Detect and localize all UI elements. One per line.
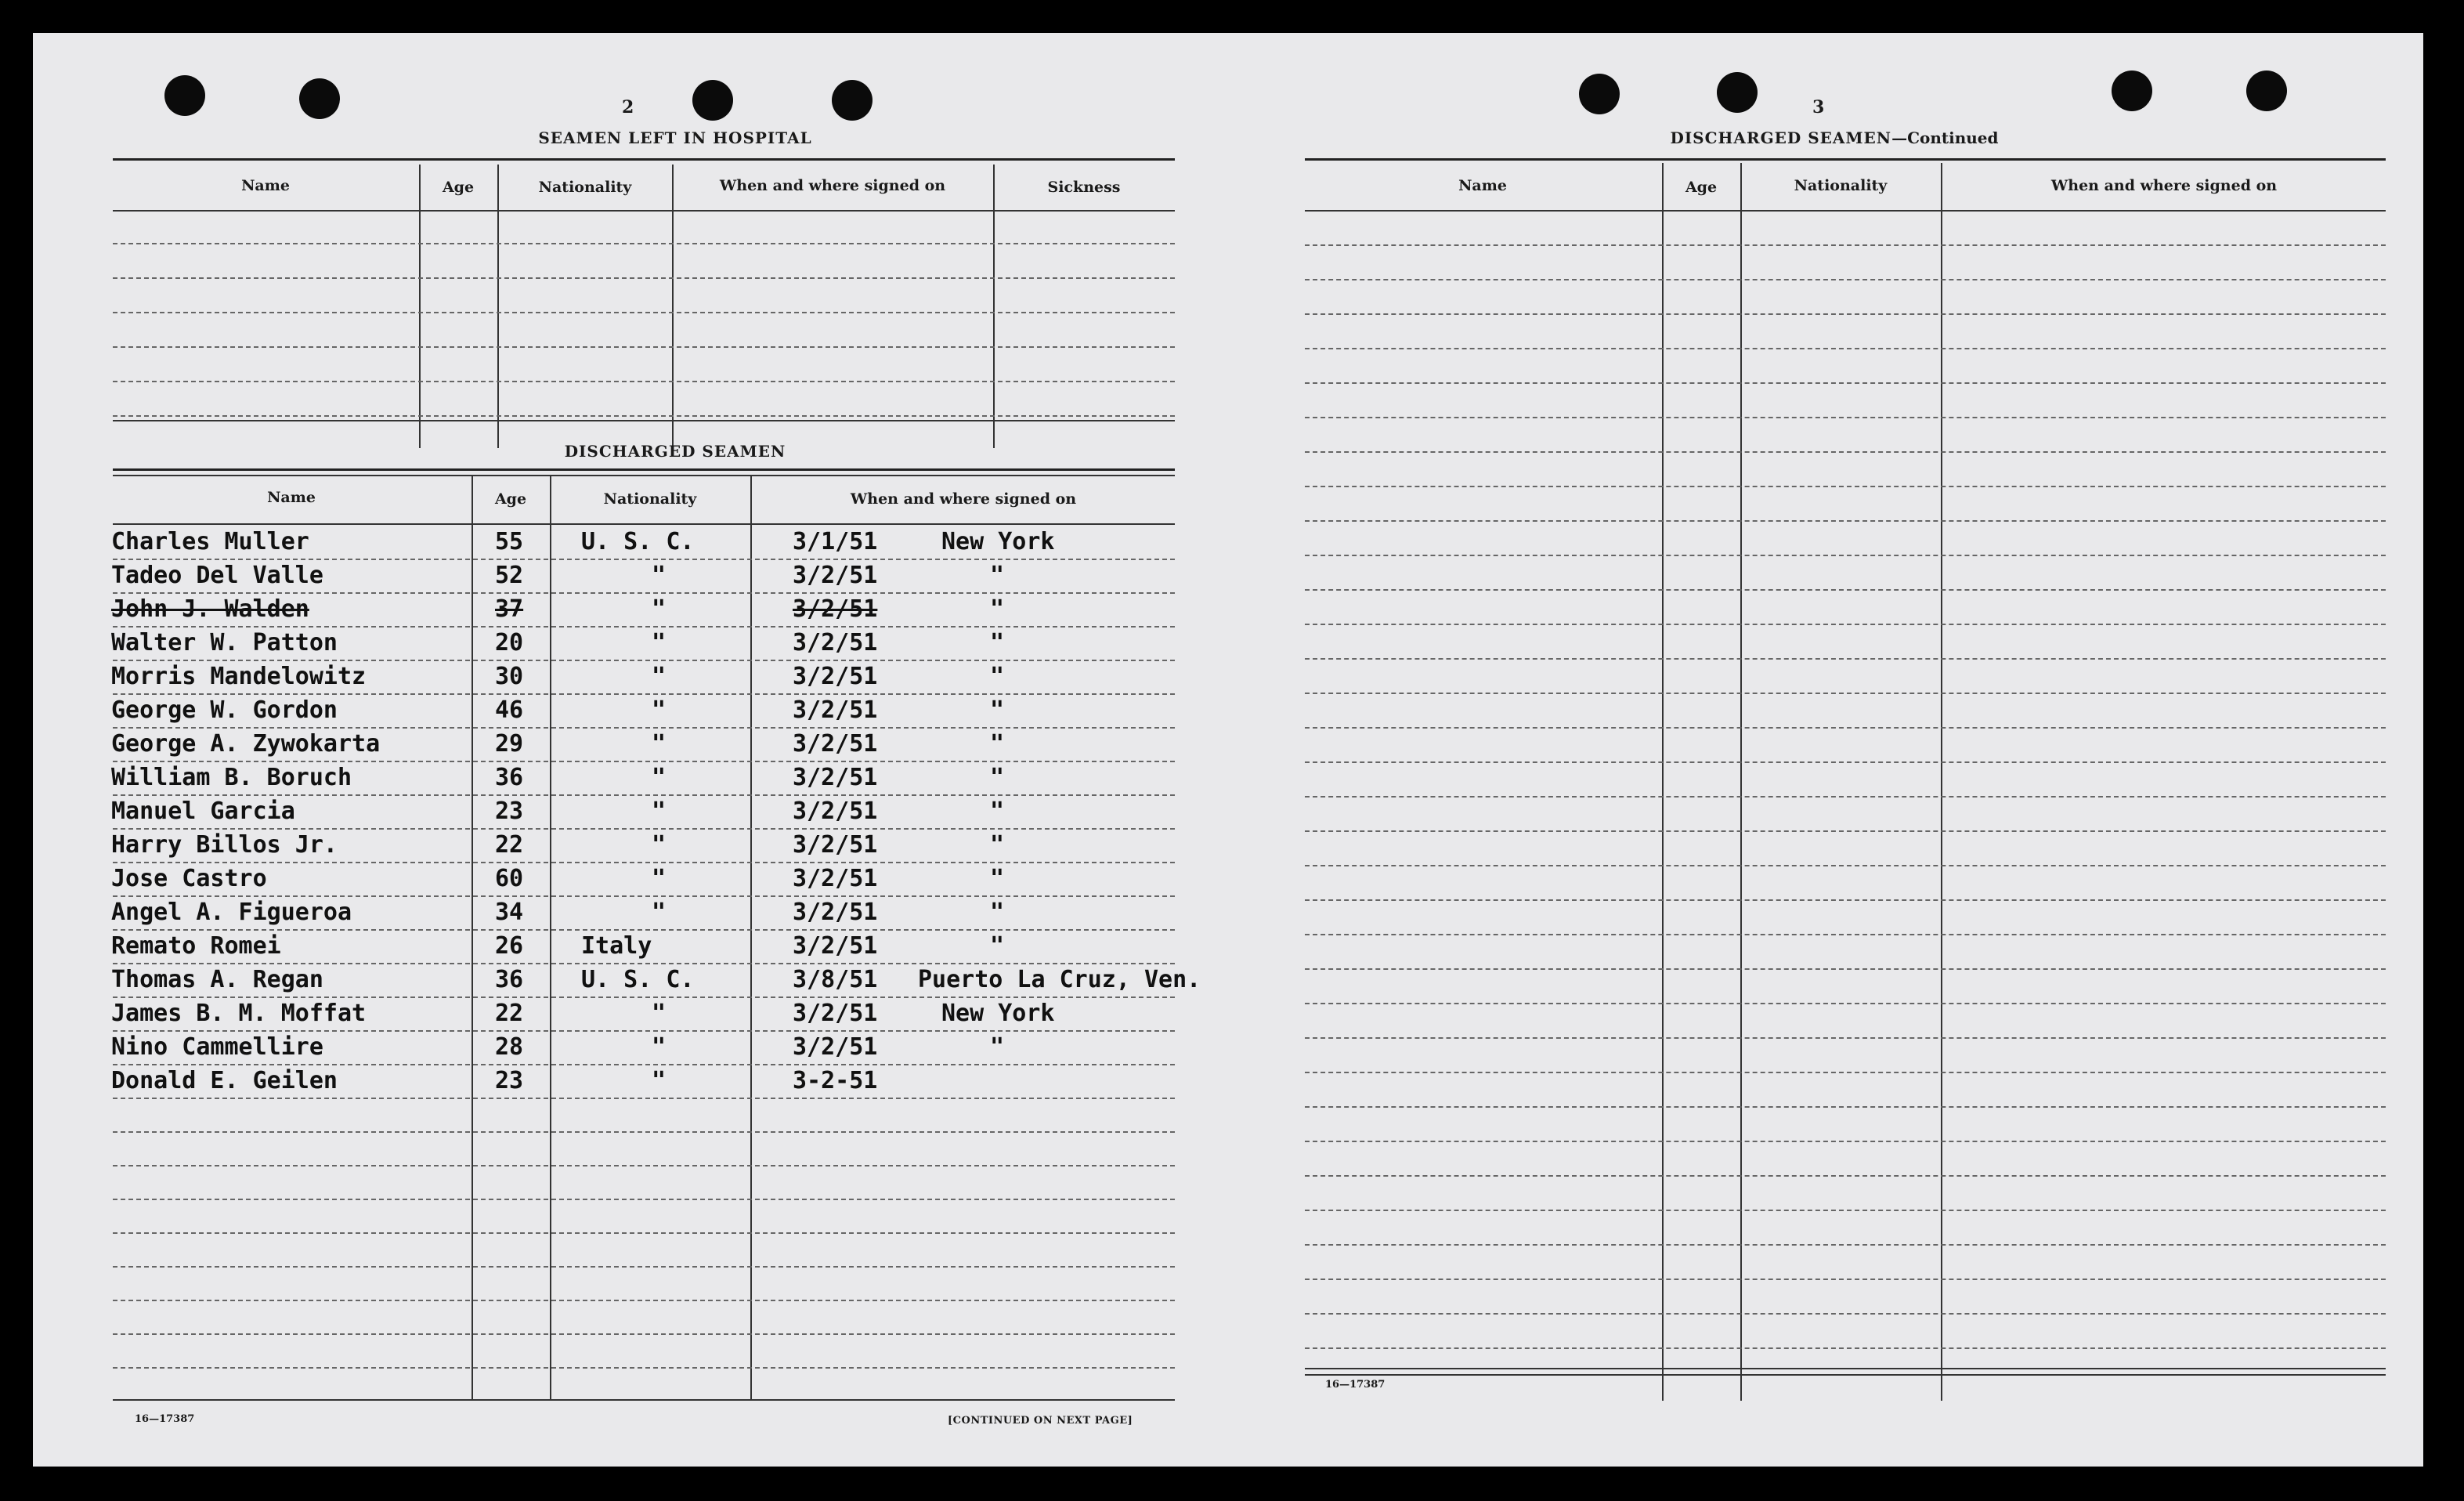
seaman-nationality: U. S. C. xyxy=(581,528,695,555)
discharged-col-age: Age xyxy=(494,490,527,508)
row-rule xyxy=(113,626,1175,628)
punch-hole xyxy=(1579,74,1620,114)
title-suffix: —Continued xyxy=(1891,128,1999,147)
hospital-col-name: Name xyxy=(241,177,290,194)
punch-hole xyxy=(692,80,733,121)
seaman-age: 29 xyxy=(495,730,524,758)
row-rule xyxy=(113,828,1175,830)
row-rule xyxy=(1305,1244,2386,1246)
row-rule xyxy=(113,761,1175,762)
signed-on-place: " xyxy=(990,730,1005,758)
punch-hole xyxy=(1717,72,1758,113)
row-rule xyxy=(113,1131,1175,1133)
row-rule xyxy=(113,559,1175,560)
punch-hole xyxy=(2246,71,2287,111)
seaman-name: Nino Cammellire xyxy=(111,1033,323,1061)
signed-on-place: " xyxy=(990,1033,1005,1061)
signed-on-place: " xyxy=(990,562,1005,589)
signed-on-date: 3/2/51 xyxy=(793,865,878,892)
row-rule xyxy=(113,1064,1175,1065)
seaman-nationality: " xyxy=(652,595,667,623)
punch-hole xyxy=(299,78,340,119)
signed-on-date: 3/2/51 xyxy=(793,595,878,623)
seaman-age: 36 xyxy=(495,764,524,791)
row-rule xyxy=(1305,1175,2386,1177)
signed-on-place: New York xyxy=(941,1000,1055,1027)
row-rule xyxy=(113,1199,1175,1200)
seaman-age: 37 xyxy=(495,595,524,623)
seaman-name: Thomas A. Regan xyxy=(111,966,323,993)
row-rule xyxy=(113,996,1175,998)
right-col-name: Name xyxy=(1458,177,1507,194)
seaman-nationality: " xyxy=(652,1000,667,1027)
row-rule xyxy=(113,660,1175,661)
seaman-age: 60 xyxy=(495,865,524,892)
row-rule xyxy=(113,592,1175,594)
hospital-col-age: Age xyxy=(442,179,475,196)
seaman-name: George A. Zywokarta xyxy=(111,730,381,758)
row-rule xyxy=(1305,555,2386,556)
row-rule xyxy=(113,1165,1175,1166)
discharged-col-nationality: Nationality xyxy=(603,490,697,508)
seaman-nationality: " xyxy=(652,798,667,825)
row-rule xyxy=(1305,934,2386,935)
row-rule xyxy=(113,1232,1175,1234)
hospital-col-nationality: Nationality xyxy=(538,179,632,196)
row-rule xyxy=(1305,1003,2386,1004)
signed-on-date: 3/2/51 xyxy=(793,798,878,825)
seaman-age: 46 xyxy=(495,696,524,724)
seaman-name: Remato Romei xyxy=(111,932,281,960)
row-rule xyxy=(1305,658,2386,660)
seaman-name: Tadeo Del Valle xyxy=(111,562,323,589)
signed-on-date: 3/2/51 xyxy=(793,1033,878,1061)
row-rule xyxy=(1305,830,2386,832)
signed-on-place: " xyxy=(990,798,1005,825)
seaman-name: Walter W. Patton xyxy=(111,629,338,656)
seaman-nationality: " xyxy=(652,663,667,690)
seaman-nationality: U. S. C. xyxy=(581,966,695,993)
row-rule xyxy=(1305,451,2386,453)
row-rule xyxy=(1305,417,2386,418)
seaman-nationality: " xyxy=(652,696,667,724)
signed-on-date: 3/2/51 xyxy=(793,730,878,758)
row-rule xyxy=(1305,865,2386,866)
row-rule xyxy=(1305,279,2386,280)
seaman-nationality: " xyxy=(652,730,667,758)
punch-hole xyxy=(2112,71,2152,111)
row-rule xyxy=(1305,244,2386,246)
signed-on-place: " xyxy=(990,899,1005,926)
punch-hole xyxy=(832,80,873,121)
row-rule xyxy=(113,1300,1175,1301)
signed-on-place: " xyxy=(990,629,1005,656)
signed-on-date: 3/8/51 xyxy=(793,966,878,993)
row-rule xyxy=(1305,968,2386,970)
right-col-signed-on: When and where signed on xyxy=(2050,177,2278,194)
seaman-nationality: " xyxy=(652,629,667,656)
signed-on-place: New York xyxy=(941,528,1055,555)
row-rule xyxy=(1305,348,2386,349)
signed-on-date: 3/2/51 xyxy=(793,696,878,724)
signed-on-date: 3/2/51 xyxy=(793,562,878,589)
signed-on-date: 3/2/51 xyxy=(793,629,878,656)
hospital-col-sickness: Sickness xyxy=(1047,179,1121,196)
seaman-name: William B. Boruch xyxy=(111,764,352,791)
row-rule xyxy=(1305,520,2386,522)
seaman-name: Donald E. Geilen xyxy=(111,1067,338,1094)
seaman-name: Manuel Garcia xyxy=(111,798,295,825)
seaman-nationality: " xyxy=(652,831,667,859)
title-text: DISCHARGED SEAMEN xyxy=(1670,128,1892,147)
seaman-name: Charles Muller xyxy=(111,528,309,555)
continued-note: [CONTINUED ON NEXT PAGE] xyxy=(948,1415,1133,1427)
signed-on-place: " xyxy=(990,696,1005,724)
punch-hole xyxy=(164,75,205,116)
signed-on-place: " xyxy=(990,595,1005,623)
row-rule xyxy=(1305,624,2386,625)
row-rule xyxy=(113,895,1175,897)
row-rule xyxy=(1305,1072,2386,1073)
signed-on-place: " xyxy=(990,865,1005,892)
signed-on-place: " xyxy=(990,932,1005,960)
signed-on-date: 3/2/51 xyxy=(793,764,878,791)
seaman-age: 23 xyxy=(495,798,524,825)
signed-on-place: " xyxy=(990,764,1005,791)
page-number: 2 xyxy=(622,97,634,118)
seaman-nationality: " xyxy=(652,865,667,892)
seaman-age: 55 xyxy=(495,528,524,555)
seaman-nationality: Italy xyxy=(581,932,652,960)
seaman-name: Morris Mandelowitz xyxy=(111,663,367,690)
row-rule xyxy=(113,862,1175,863)
document-sheet xyxy=(33,33,2423,1467)
seaman-age: 23 xyxy=(495,1067,524,1094)
row-rule xyxy=(1305,1141,2386,1142)
right-col-age: Age xyxy=(1685,179,1718,196)
row-rule xyxy=(1305,1210,2386,1211)
seaman-nationality: " xyxy=(652,562,667,589)
signed-on-place: " xyxy=(990,831,1005,859)
form-number: 16—17387 xyxy=(135,1413,195,1425)
row-rule xyxy=(113,963,1175,964)
hospital-section-title: SEAMEN LEFT IN HOSPITAL xyxy=(538,128,812,147)
seaman-name: James B. M. Moffat xyxy=(111,1000,367,1027)
signed-on-date: 3/2/51 xyxy=(793,932,878,960)
row-rule xyxy=(1305,589,2386,591)
row-rule xyxy=(113,1266,1175,1268)
row-rule xyxy=(113,1333,1175,1335)
row-rule xyxy=(113,929,1175,931)
discharged-col-signed-on: When and where signed on xyxy=(850,490,1077,508)
signed-on-date: 3/2/51 xyxy=(793,663,878,690)
seaman-age: 22 xyxy=(495,831,524,859)
row-rule xyxy=(113,693,1175,695)
seaman-name: Harry Billos Jr. xyxy=(111,831,338,859)
seaman-name: Angel A. Figueroa xyxy=(111,899,352,926)
seaman-nationality: " xyxy=(652,764,667,791)
signed-on-place: " xyxy=(990,663,1005,690)
signed-on-date: 3-2-51 xyxy=(793,1067,878,1094)
row-rule xyxy=(1305,1279,2386,1280)
seaman-name: Jose Castro xyxy=(111,865,267,892)
hospital-col-signed-on: When and where signed on xyxy=(719,177,946,194)
seaman-age: 34 xyxy=(495,899,524,926)
seaman-nationality: " xyxy=(652,899,667,926)
row-rule xyxy=(1305,1037,2386,1039)
row-rule xyxy=(1305,1313,2386,1315)
row-rule xyxy=(1305,1106,2386,1108)
row-rule xyxy=(1305,761,2386,763)
row-rule xyxy=(113,794,1175,796)
seaman-age: 26 xyxy=(495,932,524,960)
signed-on-date: 3/2/51 xyxy=(793,1000,878,1027)
signed-on-date: 3/1/51 xyxy=(793,528,878,555)
seaman-nationality: " xyxy=(652,1033,667,1061)
seaman-age: 28 xyxy=(495,1033,524,1061)
row-rule xyxy=(1305,1347,2386,1349)
seaman-age: 30 xyxy=(495,663,524,690)
seaman-name: John J. Walden xyxy=(111,595,309,623)
row-rule xyxy=(1305,727,2386,729)
seaman-age: 52 xyxy=(495,562,524,589)
row-rule xyxy=(1305,486,2386,487)
row-rule xyxy=(113,1098,1175,1099)
right-col-nationality: Nationality xyxy=(1794,177,1888,194)
row-rule xyxy=(113,727,1175,729)
discharged-col-name: Name xyxy=(267,489,316,506)
seaman-age: 20 xyxy=(495,629,524,656)
discharged-continued-title xyxy=(1560,128,2108,147)
seaman-age: 22 xyxy=(495,1000,524,1027)
seaman-name: George W. Gordon xyxy=(111,696,338,724)
row-rule xyxy=(1305,313,2386,315)
row-rule xyxy=(1305,693,2386,694)
signed-on-date: 3/2/51 xyxy=(793,831,878,859)
seaman-age: 36 xyxy=(495,966,524,993)
row-rule xyxy=(113,1367,1175,1369)
signed-on-date: 3/2/51 xyxy=(793,899,878,926)
signed-on-place: Puerto La Cruz, Ven. xyxy=(918,966,1201,993)
page-number: 3 xyxy=(1812,97,1825,118)
seaman-nationality: " xyxy=(652,1067,667,1094)
row-rule xyxy=(1305,796,2386,798)
row-rule xyxy=(113,1030,1175,1032)
row-rule xyxy=(1305,899,2386,901)
row-rule xyxy=(1305,382,2386,384)
form-number: 16—17387 xyxy=(1325,1379,1386,1391)
discharged-section-title: DISCHARGED SEAMEN xyxy=(564,442,786,461)
